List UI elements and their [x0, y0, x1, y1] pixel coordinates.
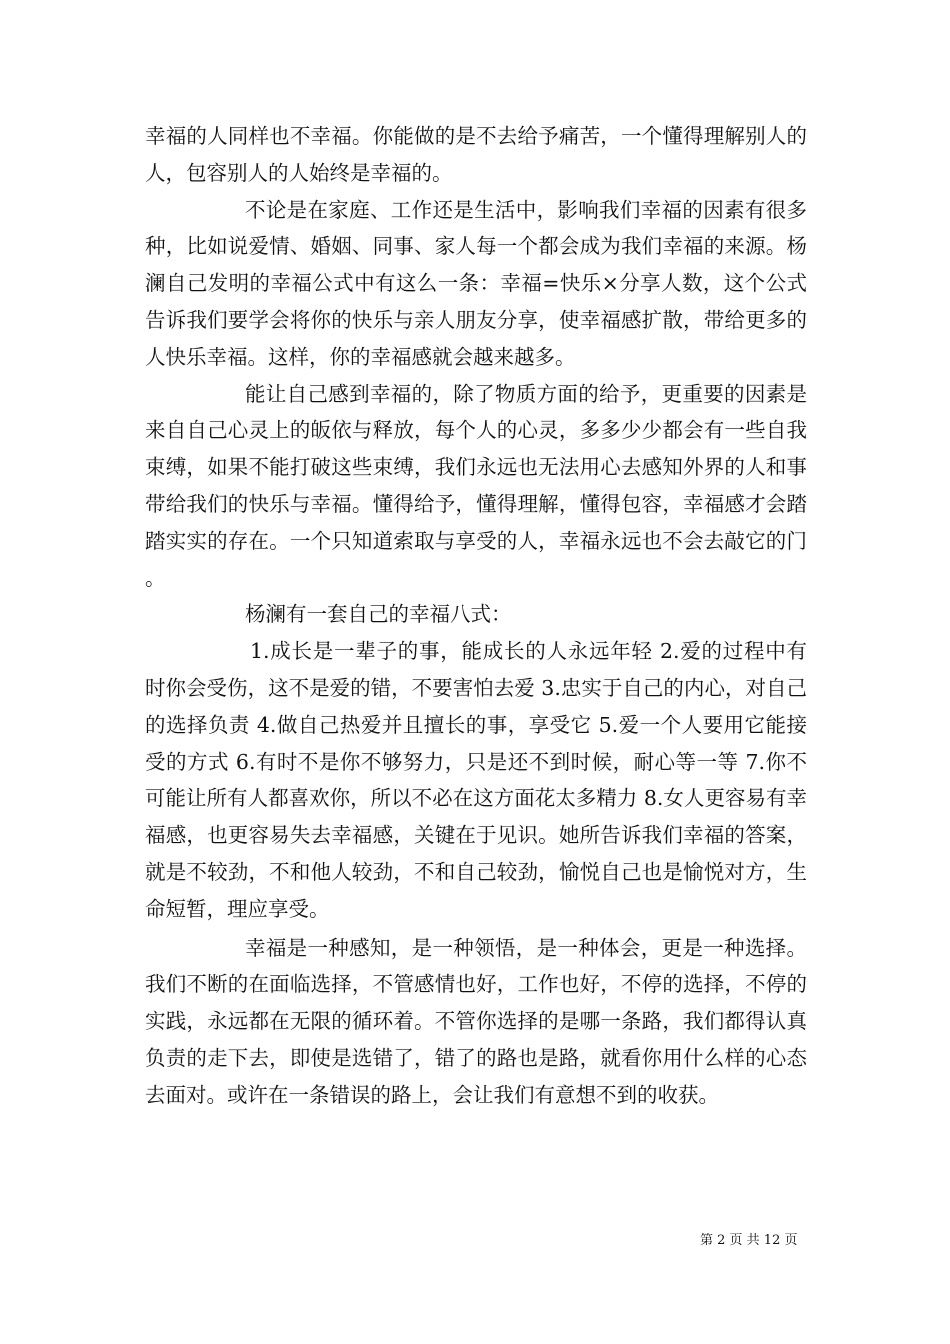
paragraph-eight-rules-heading: 杨澜有一套自己的幸福八式：: [245, 602, 512, 627]
document-body: [145, 118, 807, 1114]
paragraph-happiness-choice: 幸福是一种感知，是一种领悟，是一种体会，更是一种选择。我们不断的在面临选择，不管感情也好，工作也好，不停的选择，不停的实践，永远都在无限的循环着。不管你选择的是哪一条路，我们都得认真负责的走下去，即使是选错了，错了的路也是路，就看你用什么样的心态去面对。或许在一条错误的路上，会让我们有意想不到的收获。: [145, 935, 807, 1107]
paragraph-happiness-factors: 不论是在家庭、工作还是生活中，影响我们幸福的因素有很多种，比如说爱情、婚姻、同事、家人每一个都会成为我们幸福的来源。杨澜自己发明的幸福公式中有这么一条：幸福=快乐×分享人数，这个公式告诉我们要学会将你的快乐与亲人朋友分享，使幸福感扩散，带给更多的人快乐幸福。这样，你的幸福感就会越来越多。: [145, 197, 807, 369]
paragraph-continuation: 幸福的人同样也不幸福。你能做的是不去给予痛苦，一个懂得理解别人的人，包容别人的人始终是幸福的。: [145, 124, 807, 185]
paragraph-inner-release: 能让自己感到幸福的，除了物质方面的给予，更重要的因素是来自自己心灵上的皈依与释放，每个人的心灵，多多少少都会有一些自我束缚，如果不能打破这些束缚，我们永远也无法用心去感知外界的人和事带给我们的快乐与幸福。懂得给予，懂得理解，懂得包容，幸福感才会踏踏实实的存在。一个只知道索取与享受的人，幸福永远也不会去敲它的门。: [145, 381, 807, 590]
page-number-footer: 第 2 页 共 12 页: [700, 1233, 798, 1248]
paragraph-eight-rules: 1.成长是一辈子的事，能成长的人永远年轻 2.爱的过程中有时你会受伤，这不是爱的错，不要害怕去爱 3.忠实于自己的内心，对自己的选择负责 4.做自己热爱并且擅长的事，享受它 5.爱一个人要用它能接受的方式 6.有时不是你不够努力，只是还不到时候，耐心等一等 7.你不可能让所有人都喜欢你，所以不必在这方面花太多精力 8.女人更容易有幸福感，也更容易失去幸福感，关键在于见识。她所告诉我们幸福的答案，就是不较劲，不和他人较劲，不和自己较劲，愉悦自己也是愉悦对方，生命短暂，理应享受。: [145, 639, 807, 921]
